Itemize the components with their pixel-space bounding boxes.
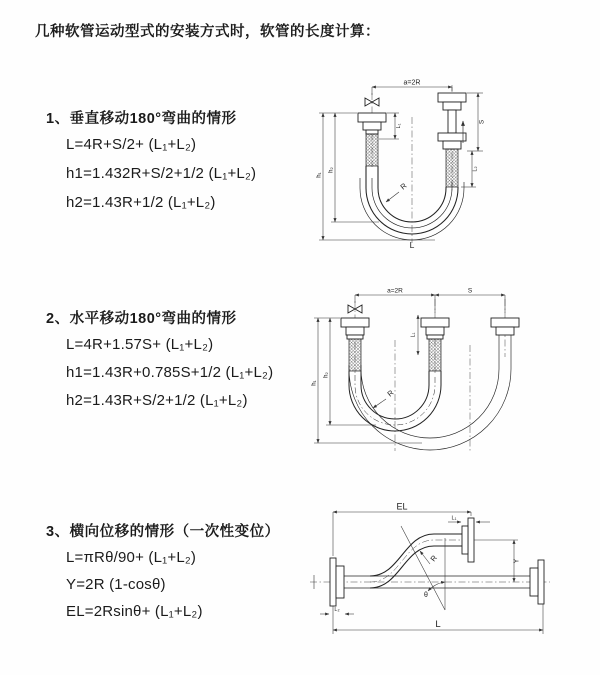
dim-label-L2: L₂ (472, 166, 479, 172)
hose-s-curve (370, 534, 462, 588)
left-flange (330, 558, 344, 606)
diagram-horizontal-180-bend (310, 285, 535, 455)
dimension-labels (334, 502, 520, 631)
dimension-lines (311, 295, 505, 443)
section-2-formula-L: L=4R+1.57S+ (L₁+L₂) (66, 336, 214, 353)
diagram-vertical-180-bend (315, 75, 500, 250)
braided-hose-section (349, 339, 361, 371)
radius-leader (373, 399, 386, 408)
braided-hose-section (366, 134, 378, 166)
section-1-formula-h2: h2=1.43R+1/2 (L₁+L₂) (66, 194, 216, 211)
theta-angle-arc (428, 582, 445, 591)
dim-label-L2: L₂ (334, 607, 340, 613)
radius-label: R (385, 388, 396, 399)
right-pipe-fitting (491, 318, 519, 335)
dimension-labels (312, 288, 473, 399)
length-label: L (409, 240, 415, 250)
middle-pipe-fitting (421, 318, 449, 371)
dim-label-Y: Y (513, 558, 521, 564)
section-2-heading: 2、水平移动180°弯曲的情形 (46, 311, 237, 327)
dim-label-h2: h₂ (323, 372, 330, 378)
construction-lines (401, 526, 445, 610)
dim-label-a2R: a=2R (403, 79, 421, 87)
theta-label: θ (424, 592, 428, 599)
right-flange (530, 560, 544, 604)
radius-label: R (428, 553, 439, 564)
left-pipe-fitting (341, 318, 369, 371)
dim-label-a2R: a=2R (387, 287, 403, 295)
section-1-formula-h1: h1=1.432R+S/2+1/2 (L₁+L₂) (66, 165, 257, 182)
radius-leader (386, 192, 399, 202)
dim-label-h1: h₁ (311, 380, 318, 386)
page-title: 几种软管运动型式的安装方式时，软管的长度计算： (35, 24, 380, 40)
section-3-heading: 3、横向位移的情形（一次性变位） (46, 524, 280, 540)
dim-label-S: S (467, 287, 473, 295)
dim-label-h2: h₂ (328, 167, 335, 173)
section-3-formula-EL: EL=2Rsinθ+ (L₁+L₂) (66, 603, 203, 620)
right-pipe-fitting (438, 93, 466, 187)
section-2-formula-h2: h2=1.43R+S/2+1/2 (L₁+L₂) (66, 392, 248, 409)
diagram-lateral-displacement (300, 498, 555, 653)
dim-label-L1: L₁ (396, 123, 402, 129)
top-right-flange (462, 518, 474, 562)
dim-label-S: S (478, 119, 486, 125)
radius-label: R (398, 181, 409, 192)
left-pipe-fitting (358, 113, 386, 166)
dim-label-L: L (435, 619, 441, 630)
dimension-lines (320, 512, 543, 634)
dim-label-L1: L₁ (451, 515, 457, 522)
section-1-formula-L: L=4R+S/2+ (L₁+L₂) (66, 136, 197, 153)
section-3-formula-Y: Y=2R (1-cosθ) (66, 576, 166, 593)
dim-label-h1: h₁ (316, 172, 323, 178)
section-2-formula-h1: h1=1.43R+0.785S+1/2 (L₁+L₂) (66, 364, 274, 381)
braided-hose-section (429, 339, 441, 371)
section-3-formula-L: L=πRθ/90+ (L₁+L₂) (66, 549, 197, 566)
dim-label-EL: EL (396, 501, 408, 512)
braided-hose-section (446, 149, 458, 187)
section-1-heading: 1、垂直移动180°弯曲的情形 (46, 111, 237, 127)
centerlines (372, 85, 452, 243)
dim-label-L1: L₁ (410, 332, 417, 338)
